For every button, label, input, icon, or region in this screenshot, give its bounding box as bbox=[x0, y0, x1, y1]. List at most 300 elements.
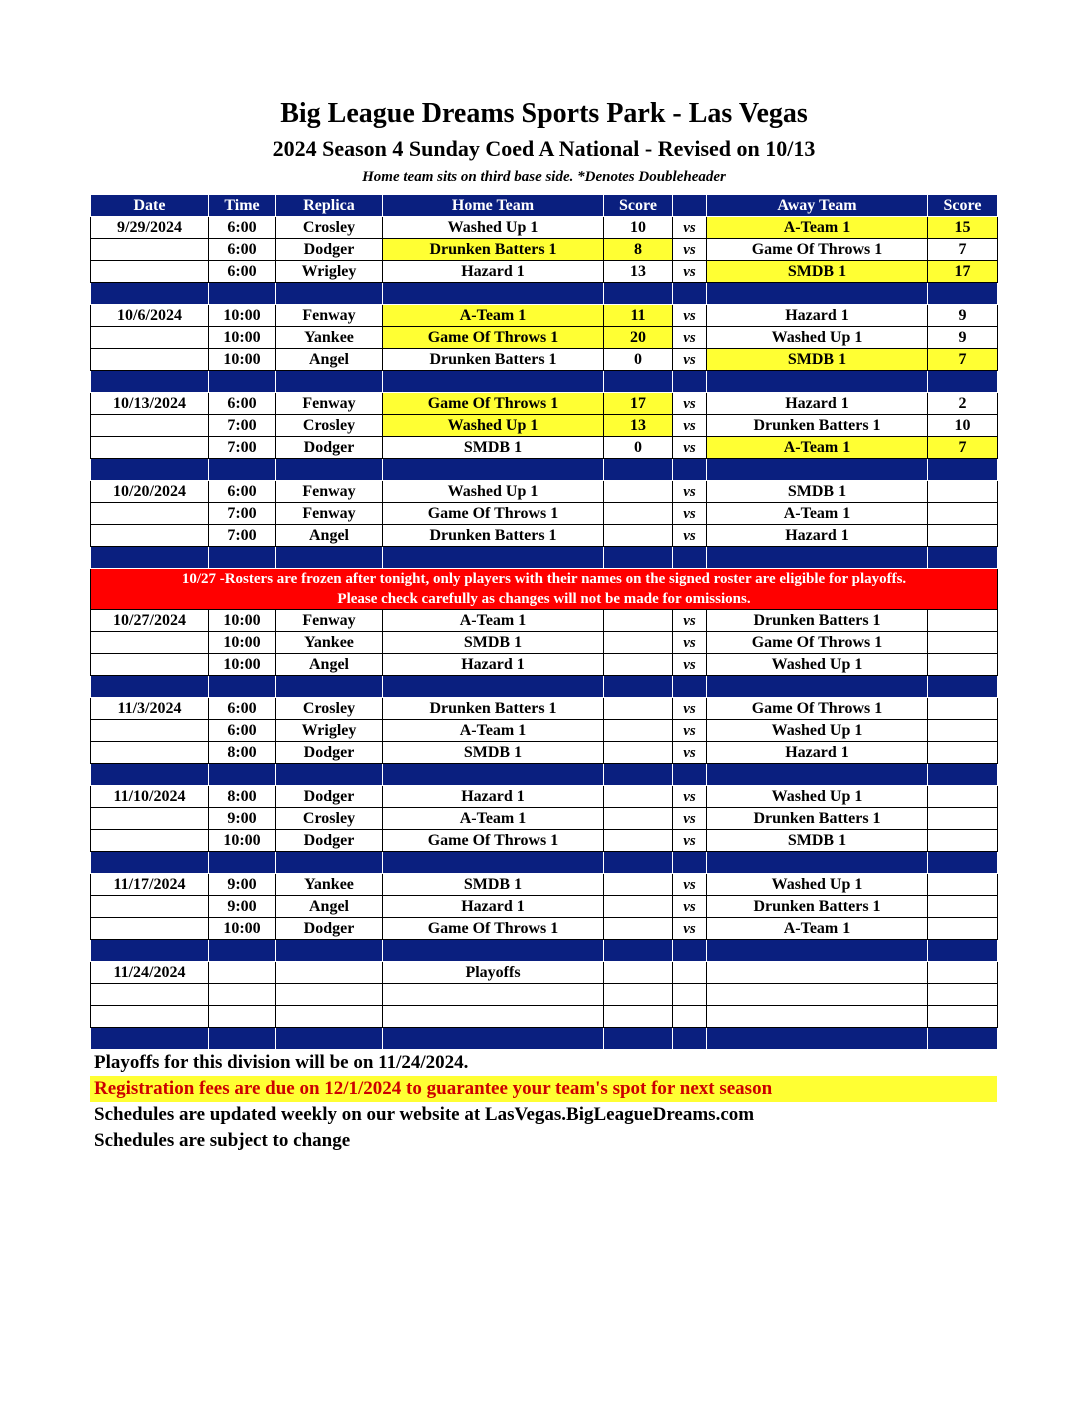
game-date bbox=[91, 654, 209, 676]
separator-cell bbox=[383, 676, 604, 698]
away-score: 10 bbox=[928, 415, 998, 437]
home-team: Drunken Batters 1 bbox=[383, 349, 604, 371]
home-score bbox=[604, 720, 673, 742]
separator-cell bbox=[673, 283, 707, 305]
home-team: Game Of Throws 1 bbox=[383, 918, 604, 940]
home-score: 20 bbox=[604, 327, 673, 349]
separator-cell bbox=[383, 283, 604, 305]
game-date bbox=[91, 349, 209, 371]
home-team: SMDB 1 bbox=[383, 632, 604, 654]
home-score bbox=[604, 654, 673, 676]
game-row bbox=[91, 261, 998, 283]
separator-cell bbox=[276, 371, 383, 393]
game-row bbox=[91, 654, 998, 676]
game-replica: Dodger bbox=[276, 239, 383, 261]
home-team: Drunken Batters 1 bbox=[383, 698, 604, 720]
game-row bbox=[91, 327, 998, 349]
home-score bbox=[604, 896, 673, 918]
page-title: Big League Dreams Sports Park - Las Vegas bbox=[280, 98, 808, 129]
game-replica: Yankee bbox=[276, 327, 383, 349]
blank-cell bbox=[707, 984, 928, 1006]
vs-label: vs bbox=[673, 261, 707, 283]
vs-label: vs bbox=[673, 305, 707, 327]
blank-cell bbox=[604, 984, 673, 1006]
home-score: 13 bbox=[604, 415, 673, 437]
away-team: SMDB 1 bbox=[707, 261, 928, 283]
away-score bbox=[928, 808, 998, 830]
separator-cell bbox=[707, 1028, 928, 1050]
away-team: Washed Up 1 bbox=[707, 786, 928, 808]
vs-label: vs bbox=[673, 415, 707, 437]
separator-cell bbox=[928, 764, 998, 786]
game-date bbox=[91, 896, 209, 918]
away-team: SMDB 1 bbox=[707, 349, 928, 371]
separator-row bbox=[91, 764, 998, 786]
away-score bbox=[928, 503, 998, 525]
home-team: A-Team 1 bbox=[383, 808, 604, 830]
blank-cell bbox=[276, 984, 383, 1006]
separator-cell bbox=[604, 940, 673, 962]
separator-cell bbox=[673, 1028, 707, 1050]
game-date bbox=[91, 720, 209, 742]
separator-cell bbox=[276, 940, 383, 962]
game-replica: Crosley bbox=[276, 217, 383, 239]
blank-cell bbox=[604, 1006, 673, 1028]
blank-cell bbox=[673, 1006, 707, 1028]
separator-cell bbox=[383, 764, 604, 786]
separator-cell bbox=[707, 371, 928, 393]
website-note: Schedules are updated weekly on our website at LasVegas.BigLeagueDreams.com bbox=[94, 1104, 755, 1125]
vs-label: vs bbox=[673, 327, 707, 349]
game-time: 7:00 bbox=[209, 525, 276, 547]
separator-cell bbox=[209, 283, 276, 305]
separator-cell bbox=[276, 764, 383, 786]
separator-cell bbox=[91, 459, 209, 481]
separator-cell bbox=[91, 676, 209, 698]
separator-cell bbox=[928, 459, 998, 481]
vs-label: vs bbox=[673, 874, 707, 896]
game-date: 10/27/2024 bbox=[91, 610, 209, 632]
blank-cell bbox=[928, 984, 998, 1006]
game-date: 11/24/2024 bbox=[91, 962, 209, 984]
separator-cell bbox=[673, 459, 707, 481]
game-time bbox=[209, 962, 276, 984]
vs-label: vs bbox=[673, 632, 707, 654]
roster-notice-line-1: 10/27 -Rosters are frozen after tonight, only players with their names on the signed roster are eligible for playoffs. bbox=[181, 571, 907, 587]
blank-cell bbox=[91, 1006, 209, 1028]
separator-row bbox=[91, 283, 998, 305]
blank-cell bbox=[209, 1006, 276, 1028]
roster-notice bbox=[91, 569, 998, 610]
separator-cell bbox=[276, 676, 383, 698]
game-time: 10:00 bbox=[209, 349, 276, 371]
away-score bbox=[928, 698, 998, 720]
away-score bbox=[928, 654, 998, 676]
game-replica: Angel bbox=[276, 654, 383, 676]
separator-cell bbox=[604, 371, 673, 393]
away-team: A-Team 1 bbox=[707, 503, 928, 525]
game-date bbox=[91, 632, 209, 654]
game-date bbox=[91, 437, 209, 459]
away-score bbox=[928, 786, 998, 808]
home-team: Washed Up 1 bbox=[383, 217, 604, 239]
home-score bbox=[604, 481, 673, 503]
roster-notice-row bbox=[91, 569, 998, 610]
game-row bbox=[91, 239, 998, 261]
away-team: Washed Up 1 bbox=[707, 720, 928, 742]
col-away-score: Score bbox=[928, 195, 998, 217]
game-row bbox=[91, 698, 998, 720]
separator-cell bbox=[276, 283, 383, 305]
game-replica bbox=[276, 962, 383, 984]
col-vs bbox=[673, 195, 707, 217]
vs-label: vs bbox=[673, 217, 707, 239]
separator-cell bbox=[91, 940, 209, 962]
separator-cell bbox=[707, 676, 928, 698]
away-team: Game Of Throws 1 bbox=[707, 698, 928, 720]
separator-row bbox=[91, 1028, 998, 1050]
home-score bbox=[604, 525, 673, 547]
blank-cell bbox=[383, 1006, 604, 1028]
blank-cell bbox=[209, 984, 276, 1006]
home-score bbox=[604, 632, 673, 654]
game-replica: Crosley bbox=[276, 808, 383, 830]
game-replica: Crosley bbox=[276, 698, 383, 720]
separator-cell bbox=[209, 459, 276, 481]
game-time: 7:00 bbox=[209, 415, 276, 437]
game-replica: Yankee bbox=[276, 874, 383, 896]
away-score: 9 bbox=[928, 305, 998, 327]
separator-cell bbox=[604, 283, 673, 305]
page-subtitle: 2024 Season 4 Sunday Coed A National - Revised on 10/13 bbox=[272, 136, 816, 161]
roster-notice-line-2: Please check carefully as changes will not be made for omissions. bbox=[337, 591, 751, 607]
schedule-note: Home team sits on third base side. *Denotes Doubleheader bbox=[362, 169, 726, 185]
away-team: Drunken Batters 1 bbox=[707, 896, 928, 918]
away-team: Hazard 1 bbox=[707, 742, 928, 764]
home-team: Drunken Batters 1 bbox=[383, 239, 604, 261]
home-score bbox=[604, 698, 673, 720]
game-date bbox=[91, 525, 209, 547]
home-team: Washed Up 1 bbox=[383, 415, 604, 437]
game-date: 9/29/2024 bbox=[91, 217, 209, 239]
game-time: 10:00 bbox=[209, 327, 276, 349]
separator-cell bbox=[383, 547, 604, 569]
vs-label: vs bbox=[673, 720, 707, 742]
separator-row bbox=[91, 459, 998, 481]
game-time: 6:00 bbox=[209, 698, 276, 720]
separator-cell bbox=[383, 459, 604, 481]
separator-cell bbox=[209, 940, 276, 962]
separator-cell bbox=[673, 764, 707, 786]
game-time: 10:00 bbox=[209, 918, 276, 940]
vs-label: vs bbox=[673, 349, 707, 371]
game-date bbox=[91, 918, 209, 940]
separator-cell bbox=[209, 676, 276, 698]
game-date bbox=[91, 808, 209, 830]
game-date bbox=[91, 261, 209, 283]
game-time: 9:00 bbox=[209, 896, 276, 918]
away-score: 9 bbox=[928, 327, 998, 349]
separator-cell bbox=[928, 940, 998, 962]
game-time: 6:00 bbox=[209, 720, 276, 742]
separator-cell bbox=[604, 547, 673, 569]
away-score bbox=[928, 481, 998, 503]
blank-cell bbox=[383, 984, 604, 1006]
game-row bbox=[91, 808, 998, 830]
home-score: 11 bbox=[604, 305, 673, 327]
game-time: 9:00 bbox=[209, 808, 276, 830]
home-team: Drunken Batters 1 bbox=[383, 525, 604, 547]
vs-label: vs bbox=[673, 525, 707, 547]
game-replica: Yankee bbox=[276, 632, 383, 654]
away-team: SMDB 1 bbox=[707, 481, 928, 503]
game-row bbox=[91, 720, 998, 742]
separator-cell bbox=[707, 764, 928, 786]
schedule-table bbox=[90, 194, 998, 1050]
game-row bbox=[91, 349, 998, 371]
separator-cell bbox=[673, 676, 707, 698]
game-time: 7:00 bbox=[209, 503, 276, 525]
game-replica: Dodger bbox=[276, 742, 383, 764]
game-row bbox=[91, 742, 998, 764]
game-replica: Dodger bbox=[276, 918, 383, 940]
game-replica: Angel bbox=[276, 896, 383, 918]
home-team: A-Team 1 bbox=[383, 720, 604, 742]
away-team: Washed Up 1 bbox=[707, 874, 928, 896]
game-time: 6:00 bbox=[209, 217, 276, 239]
game-date: 10/20/2024 bbox=[91, 481, 209, 503]
separator-cell bbox=[604, 459, 673, 481]
separator-cell bbox=[91, 283, 209, 305]
separator-cell bbox=[209, 547, 276, 569]
game-time: 10:00 bbox=[209, 830, 276, 852]
vs-label: vs bbox=[673, 698, 707, 720]
separator-cell bbox=[91, 371, 209, 393]
away-team: A-Team 1 bbox=[707, 437, 928, 459]
away-score bbox=[928, 962, 998, 984]
game-time: 6:00 bbox=[209, 239, 276, 261]
home-team: Game Of Throws 1 bbox=[383, 327, 604, 349]
change-note: Schedules are subject to change bbox=[94, 1130, 351, 1151]
game-row bbox=[91, 415, 998, 437]
playoff-label: Playoffs bbox=[383, 962, 604, 984]
separator-cell bbox=[707, 852, 928, 874]
separator-cell bbox=[383, 371, 604, 393]
vs-label: vs bbox=[673, 503, 707, 525]
separator-cell bbox=[928, 283, 998, 305]
game-date bbox=[91, 239, 209, 261]
vs-label: vs bbox=[673, 239, 707, 261]
home-score: 0 bbox=[604, 437, 673, 459]
game-date bbox=[91, 415, 209, 437]
game-time: 8:00 bbox=[209, 786, 276, 808]
game-replica: Fenway bbox=[276, 610, 383, 632]
game-time: 10:00 bbox=[209, 632, 276, 654]
separator-cell bbox=[276, 459, 383, 481]
game-time: 10:00 bbox=[209, 654, 276, 676]
home-score bbox=[604, 830, 673, 852]
separator-cell bbox=[928, 676, 998, 698]
game-row bbox=[91, 918, 998, 940]
vs-label: vs bbox=[673, 896, 707, 918]
blank-row bbox=[91, 1006, 998, 1028]
separator-cell bbox=[604, 676, 673, 698]
game-replica: Dodger bbox=[276, 786, 383, 808]
home-team: Game Of Throws 1 bbox=[383, 393, 604, 415]
separator-cell bbox=[604, 764, 673, 786]
game-replica: Wrigley bbox=[276, 261, 383, 283]
game-date bbox=[91, 327, 209, 349]
game-row bbox=[91, 632, 998, 654]
home-score bbox=[604, 742, 673, 764]
game-replica: Fenway bbox=[276, 393, 383, 415]
col-home-score: Score bbox=[604, 195, 673, 217]
col-replica: Replica bbox=[276, 195, 383, 217]
separator-cell bbox=[928, 547, 998, 569]
game-replica: Dodger bbox=[276, 830, 383, 852]
away-team: Hazard 1 bbox=[707, 525, 928, 547]
home-score bbox=[604, 962, 673, 984]
home-score: 13 bbox=[604, 261, 673, 283]
separator-cell bbox=[707, 547, 928, 569]
separator-cell bbox=[604, 1028, 673, 1050]
separator-cell bbox=[209, 371, 276, 393]
separator-cell bbox=[209, 852, 276, 874]
game-time: 6:00 bbox=[209, 261, 276, 283]
separator-row bbox=[91, 676, 998, 698]
game-replica: Angel bbox=[276, 349, 383, 371]
game-row bbox=[91, 525, 998, 547]
away-score bbox=[928, 918, 998, 940]
away-team: A-Team 1 bbox=[707, 217, 928, 239]
separator-cell bbox=[928, 1028, 998, 1050]
game-time: 8:00 bbox=[209, 742, 276, 764]
away-score bbox=[928, 610, 998, 632]
col-date: Date bbox=[91, 195, 209, 217]
home-score bbox=[604, 874, 673, 896]
home-score bbox=[604, 503, 673, 525]
away-team: Drunken Batters 1 bbox=[707, 808, 928, 830]
col-away-team: Away Team bbox=[707, 195, 928, 217]
vs-label: vs bbox=[673, 393, 707, 415]
blank-row bbox=[91, 984, 998, 1006]
away-score: 17 bbox=[928, 261, 998, 283]
registration-note: Registration fees are due on 12/1/2024 to guarantee your team's spot for next season bbox=[90, 1076, 997, 1102]
game-date bbox=[91, 830, 209, 852]
away-score: 7 bbox=[928, 239, 998, 261]
home-team: A-Team 1 bbox=[383, 610, 604, 632]
home-score bbox=[604, 808, 673, 830]
home-team: Hazard 1 bbox=[383, 654, 604, 676]
away-team: Hazard 1 bbox=[707, 393, 928, 415]
home-score bbox=[604, 610, 673, 632]
away-score bbox=[928, 742, 998, 764]
separator-cell bbox=[91, 547, 209, 569]
separator-cell bbox=[707, 459, 928, 481]
separator-cell bbox=[91, 764, 209, 786]
game-row bbox=[91, 393, 998, 415]
home-team: SMDB 1 bbox=[383, 874, 604, 896]
separator-row bbox=[91, 852, 998, 874]
away-team: Game Of Throws 1 bbox=[707, 239, 928, 261]
separator-row bbox=[91, 940, 998, 962]
game-row bbox=[91, 437, 998, 459]
separator-cell bbox=[673, 371, 707, 393]
game-time: 7:00 bbox=[209, 437, 276, 459]
game-replica: Fenway bbox=[276, 481, 383, 503]
vs-label: vs bbox=[673, 786, 707, 808]
home-score: 8 bbox=[604, 239, 673, 261]
away-score: 7 bbox=[928, 349, 998, 371]
away-team: SMDB 1 bbox=[707, 830, 928, 852]
vs-cell bbox=[673, 962, 707, 984]
game-replica: Fenway bbox=[276, 305, 383, 327]
blank-cell bbox=[276, 1006, 383, 1028]
home-team: SMDB 1 bbox=[383, 742, 604, 764]
game-date: 11/17/2024 bbox=[91, 874, 209, 896]
separator-cell bbox=[673, 940, 707, 962]
home-team: Game Of Throws 1 bbox=[383, 503, 604, 525]
game-replica: Angel bbox=[276, 525, 383, 547]
away-score bbox=[928, 830, 998, 852]
vs-label: vs bbox=[673, 808, 707, 830]
home-team: Game Of Throws 1 bbox=[383, 830, 604, 852]
game-time: 9:00 bbox=[209, 874, 276, 896]
separator-cell bbox=[928, 852, 998, 874]
col-time: Time bbox=[209, 195, 276, 217]
schedule-body bbox=[91, 217, 998, 1050]
game-time: 6:00 bbox=[209, 393, 276, 415]
game-row bbox=[91, 896, 998, 918]
game-row bbox=[91, 830, 998, 852]
separator-cell bbox=[276, 852, 383, 874]
game-time: 10:00 bbox=[209, 610, 276, 632]
vs-label: vs bbox=[673, 742, 707, 764]
separator-cell bbox=[928, 371, 998, 393]
separator-cell bbox=[383, 1028, 604, 1050]
away-score: 7 bbox=[928, 437, 998, 459]
home-score: 0 bbox=[604, 349, 673, 371]
playoff-row bbox=[91, 962, 998, 984]
game-date: 10/13/2024 bbox=[91, 393, 209, 415]
separator-cell bbox=[673, 852, 707, 874]
game-date: 10/6/2024 bbox=[91, 305, 209, 327]
home-team: Hazard 1 bbox=[383, 896, 604, 918]
away-score bbox=[928, 525, 998, 547]
separator-cell bbox=[276, 547, 383, 569]
away-score bbox=[928, 720, 998, 742]
home-team: Hazard 1 bbox=[383, 786, 604, 808]
home-team: SMDB 1 bbox=[383, 437, 604, 459]
game-time: 10:00 bbox=[209, 305, 276, 327]
separator-cell bbox=[707, 283, 928, 305]
playoffs-note: Playoffs for this division will be on 11/24/2024. bbox=[94, 1052, 469, 1073]
separator-cell bbox=[604, 852, 673, 874]
away-score bbox=[928, 896, 998, 918]
separator-row bbox=[91, 547, 998, 569]
vs-label: vs bbox=[673, 481, 707, 503]
home-team: Washed Up 1 bbox=[383, 481, 604, 503]
game-row bbox=[91, 786, 998, 808]
home-score bbox=[604, 786, 673, 808]
vs-label: vs bbox=[673, 918, 707, 940]
away-team: Washed Up 1 bbox=[707, 327, 928, 349]
away-team: A-Team 1 bbox=[707, 918, 928, 940]
game-date: 11/10/2024 bbox=[91, 786, 209, 808]
separator-cell bbox=[209, 1028, 276, 1050]
separator-cell bbox=[91, 1028, 209, 1050]
blank-cell bbox=[673, 984, 707, 1006]
